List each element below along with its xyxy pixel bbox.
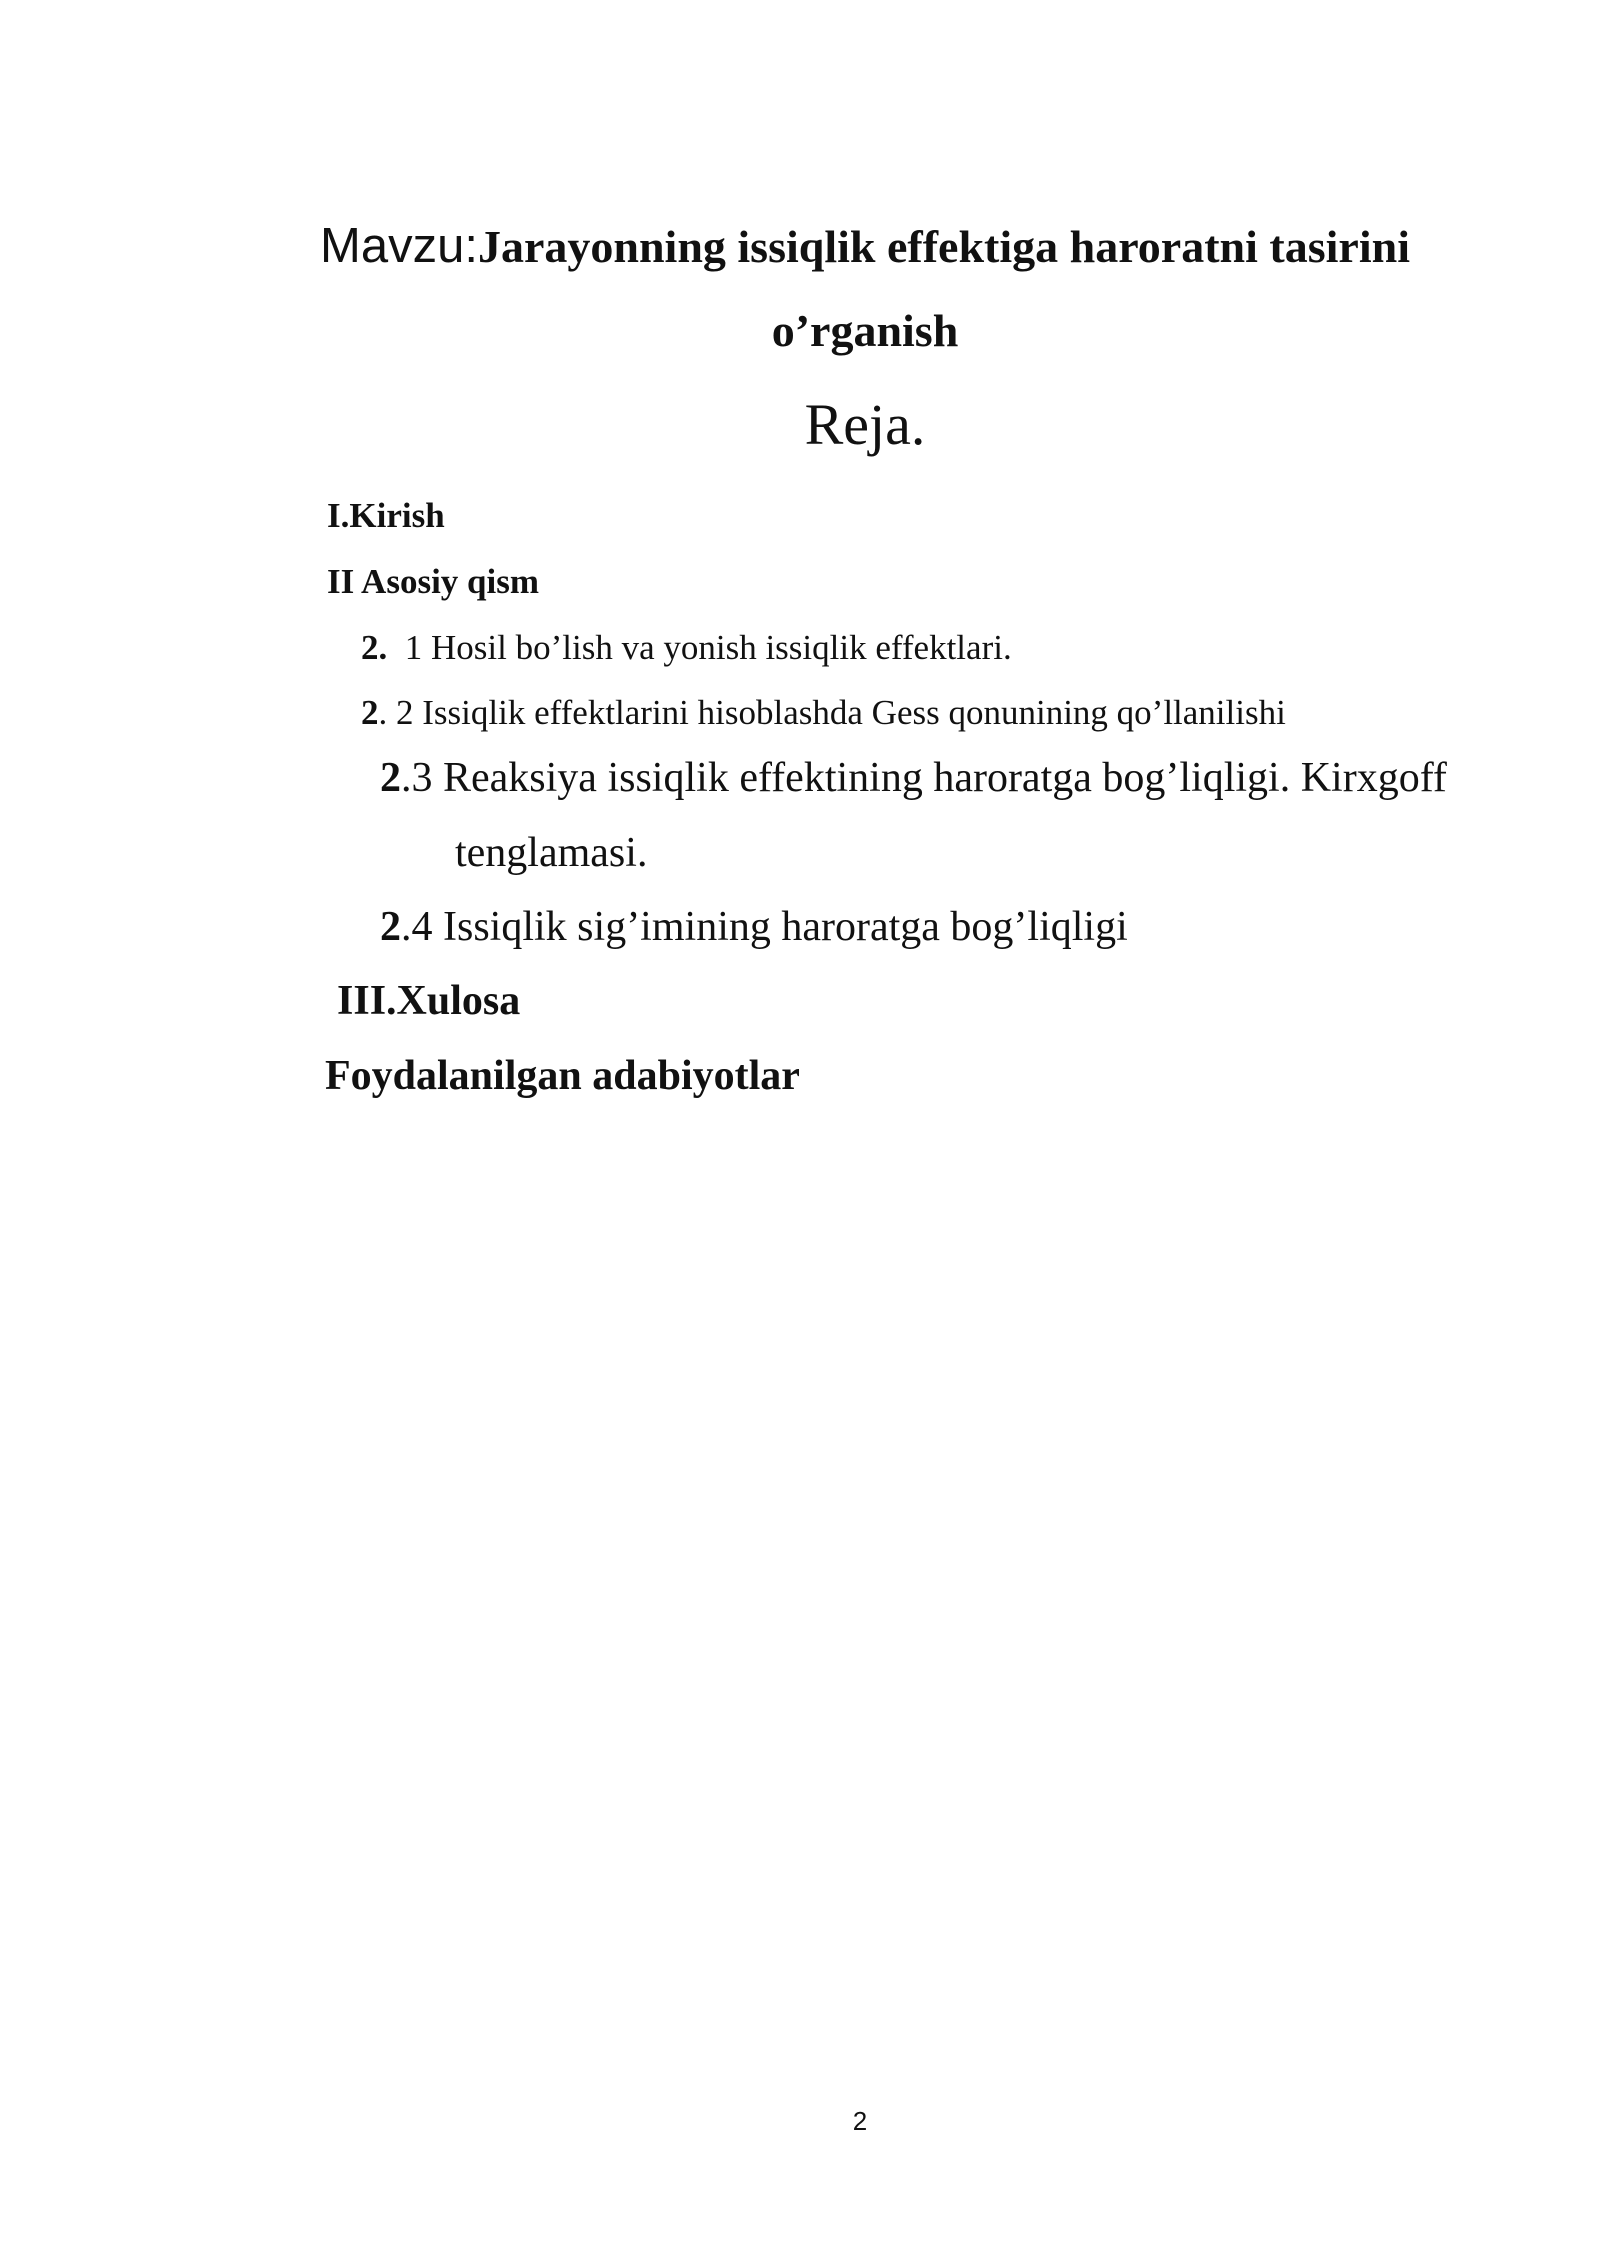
- item-number: 2.: [361, 628, 388, 667]
- item-text: .3 Reaksiya issiqlik effektining haroratga bog’liqligi. Kirxgoff: [401, 755, 1447, 801]
- document-title-continued: [250, 305, 1480, 356]
- page-number: 2: [852, 2106, 868, 2136]
- plan-item-2-3: [380, 757, 1447, 799]
- title-text-line2: o’rganish: [771, 305, 959, 356]
- plan-item-2-3-continuation: tenglamasi.: [455, 830, 648, 876]
- title-prefix: Mavzu:: [320, 219, 478, 273]
- plan-item-conclusion: III.Xulosa: [337, 978, 521, 1024]
- document-title: [250, 219, 1480, 273]
- plan-item-2-1: [361, 630, 1012, 665]
- item-number: 2: [380, 904, 401, 950]
- item-text: 1 Hosil bo’lish va yonish issiqlik effektlari.: [387, 628, 1012, 667]
- item-number: 2: [380, 755, 401, 801]
- plan-item-main-part: II Asosiy qism: [327, 562, 540, 601]
- plan-heading: Reja.: [804, 392, 926, 457]
- title-text-line1: Jarayonning issiqlik effektiga haroratni tasirini: [477, 221, 1410, 272]
- item-number: 2: [361, 693, 379, 732]
- item-text: .4 Issiqlik sig’imining haroratga bog’liqligi: [401, 904, 1128, 950]
- item-text: . 2 Issiqlik effektlarini hisoblashda Gess qonunining qo’llanilishi: [378, 693, 1286, 732]
- plan-item-introduction: I.Kirish: [327, 496, 445, 535]
- plan-item-2-4: [380, 906, 1128, 948]
- plan-item-2-2: [361, 695, 1286, 730]
- plan-item-references: Foydalanilgan adabiyotlar: [325, 1053, 800, 1099]
